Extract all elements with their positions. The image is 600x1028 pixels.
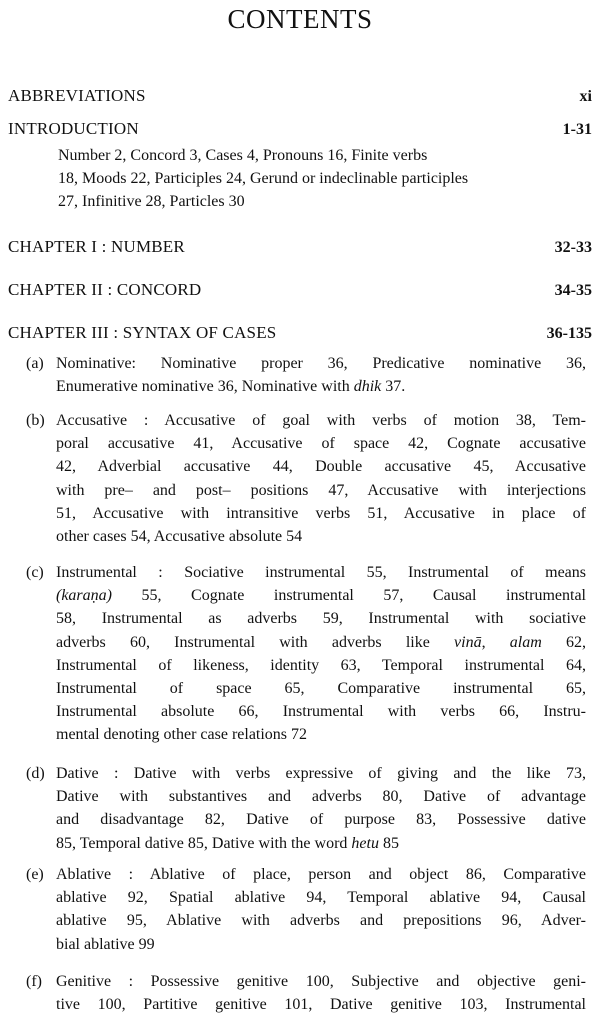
toc-heading: ABBREVIATIONS <box>8 86 146 105</box>
toc-entry-chapter-3[interactable] <box>8 323 592 343</box>
case-line: tive 100, Partitive genitive 101, Dative genitive 103, Instrumental <box>56 996 586 1014</box>
case-line: Genitive : Possessive genitive 100, Subjective and objective geni- <box>56 973 586 990</box>
intro-line: 18, Moods 22, Participles 24, Gerund or indeclinable participles <box>58 169 469 187</box>
intro-line: 27, Infinitive 28, Particles 30 <box>58 192 245 210</box>
case-line: Accusative : Accusative of goal with verbs of motion 38, Tem- <box>56 412 586 429</box>
case-line: 51, Accusative with intransitive verbs 51, Accusative in place of <box>56 504 586 522</box>
toc-page-range: 1-31 <box>562 121 592 138</box>
case-line: Ablative : Ablative of place, person and object 86, Comparative <box>56 866 586 883</box>
case-line: ablative 95, Ablative with adverbs and prepositions 96, Adver- <box>56 912 586 930</box>
case-marker: (b) <box>26 412 45 429</box>
introduction-subtopics <box>58 145 558 213</box>
case-marker: (f) <box>26 973 42 990</box>
case-line: and disadvantage 82, Dative of purpose 83, Possessive dative <box>56 811 586 829</box>
case-line: 58, Instrumental as adverbs 59, Instrumental with sociative <box>56 610 586 628</box>
toc-page-range: xi <box>579 88 592 105</box>
case-line: Enumerative nominative 36, Nominative with dhik 37. <box>56 378 406 396</box>
case-line: ablative 92, Spatial ablative 94, Temporal ablative 94, Causal <box>56 889 586 907</box>
case-marker: (e) <box>26 866 44 883</box>
case-entry-nominative <box>26 352 586 398</box>
intro-line: Number 2, Concord 3, Cases 4, Pronouns 16, Finite verbs <box>58 147 428 164</box>
case-entry-dative <box>26 762 586 855</box>
case-line: Instrumental of space 65, Comparative instrumental 65, <box>56 680 586 698</box>
case-line: Instrumental of likeness, identity 63, Temporal instrumental 64, <box>56 656 586 674</box>
case-marker: (d) <box>26 765 45 782</box>
toc-heading: CHAPTER II : CONCORD <box>8 280 202 299</box>
case-line: (karaṇa) 55, Cognate instrumental 57, Causal instrumental <box>56 587 586 605</box>
toc-heading: CHAPTER III : SYNTAX OF CASES <box>8 323 277 342</box>
case-marker: (a) <box>26 355 44 372</box>
case-line: mental denoting other case relations 72 <box>56 726 308 744</box>
case-line: Instrumental : Sociative instrumental 55, Instrumental of means <box>56 564 586 581</box>
toc-entry-introduction[interactable] <box>8 119 592 139</box>
page-title: CONTENTS <box>227 4 373 34</box>
case-line: Dative : Dative with verbs expressive of giving and the like 73, <box>56 765 586 782</box>
case-line: Dative with substantives and adverbs 80, Dative of advantage <box>56 788 586 806</box>
toc-entry-chapter-2[interactable] <box>8 280 592 300</box>
case-line: other cases 54, Accusative absolute 54 <box>56 528 303 546</box>
toc-page-range: 36-135 <box>546 325 592 342</box>
case-line: Nominative: Nominative proper 36, Predicative nominative 36, <box>56 355 586 372</box>
toc-heading: CHAPTER I : NUMBER <box>8 237 185 256</box>
toc-entry-chapter-1[interactable] <box>8 237 592 257</box>
case-entry-ablative <box>26 863 586 956</box>
case-line: with pre– and post– positions 47, Accusative with interjections <box>56 481 586 499</box>
toc-entry-abbreviations[interactable] <box>8 86 592 106</box>
toc-page-range: 34-35 <box>554 282 592 299</box>
toc-page-range: 32-33 <box>554 239 592 256</box>
case-line: 42, Adverbial accusative 44, Double accusative 45, Accusative <box>56 458 586 476</box>
case-line: 85, Temporal dative 85, Dative with the word hetu 85 <box>56 834 399 852</box>
case-entry-accusative <box>26 409 586 548</box>
case-line: Instrumental absolute 66, Instrumental with verbs 66, Instru- <box>56 703 586 721</box>
case-line: bial ablative 99 <box>56 935 155 953</box>
toc-heading: INTRODUCTION <box>8 119 139 138</box>
case-entry-instrumental <box>26 561 586 747</box>
case-line: poral accusative 41, Accusative of space 42, Cognate accusative <box>56 435 586 453</box>
case-marker: (c) <box>26 564 44 581</box>
case-line: adverbs 60, Instrumental with adverbs like vinā, alam 62, <box>56 633 586 651</box>
case-entry-genitive <box>26 970 586 1016</box>
